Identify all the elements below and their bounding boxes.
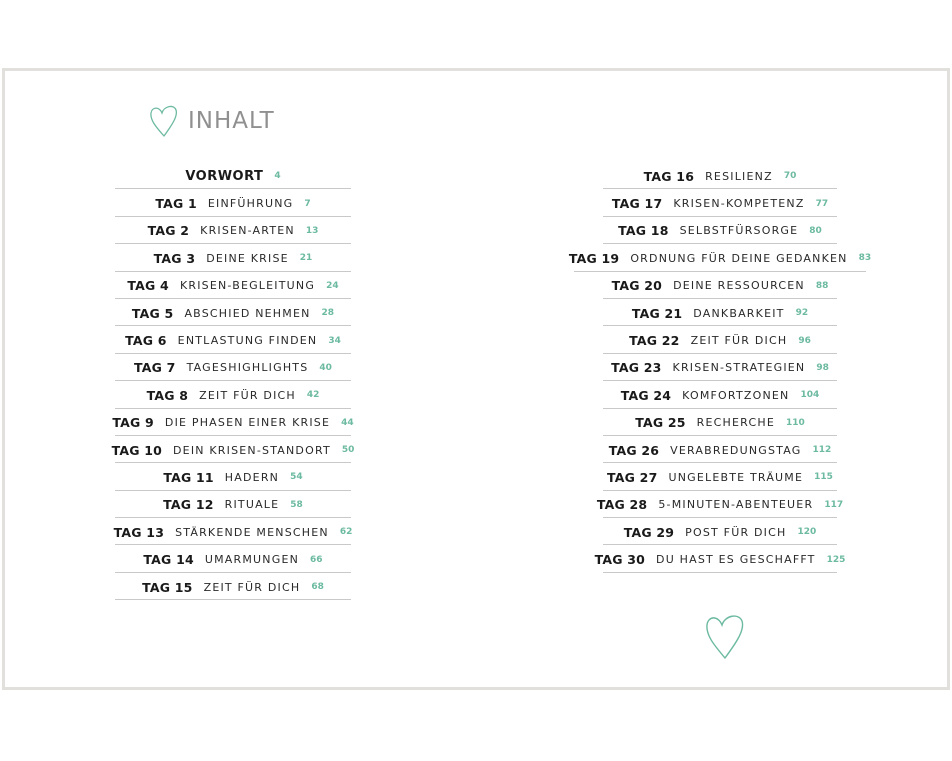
toc-column-left [111,162,355,600]
toc-entry-day: TAG 12 [163,497,214,513]
toc-entry-day: TAG 21 [631,305,683,321]
toc-entry [596,491,844,518]
toc-entry [115,299,351,326]
toc-entry-page-number: 40 [319,362,332,373]
toc-entry-page-number: 4 [274,171,281,182]
toc-entry [115,573,351,600]
toc-entry-title: ZEIT FÜR DICH [199,388,296,402]
toc-entry-title: ORDNUNG FÜR DEINE GEDANKEN [630,251,848,265]
heart-outline-icon [148,103,180,139]
toc-entry-title: ENTLASTUNG FINDEN [177,334,318,348]
toc-entry-day: TAG 15 [142,579,193,595]
toc-entry-day: TAG 27 [607,469,658,485]
toc-entry [115,217,351,244]
toc-entry-day: TAG 23 [611,360,662,376]
toc-entry [115,272,351,299]
toc-entry [603,272,837,299]
toc-entry-day: TAG 26 [608,442,660,458]
page-title: INHALT [188,107,275,134]
toc-entry-title: UMARMUNGEN [204,553,300,567]
toc-entry-day: TAG 10 [111,442,162,458]
toc-entry-page-number: 34 [328,335,341,346]
toc-entry [603,299,837,326]
toc-entry-day: TAG 13 [113,524,165,540]
toc-entry-title: DANKBARKEIT [693,306,785,320]
toc-entry-day: TAG 30 [594,552,646,568]
toc-entry [568,244,872,271]
toc-entry [603,189,837,216]
toc-entry-title: SELBSTFÜRSORGE [679,224,799,238]
toc-entry-page-number: 77 [815,198,829,209]
toc-entry-day: TAG 6 [125,333,167,349]
toc-entry [115,491,351,518]
toc-entry-page-number: 68 [311,582,324,593]
toc-entry-day: TAG 28 [596,497,648,513]
toc-entry [603,217,837,244]
toc-entry [594,545,846,572]
toc-entry-page-number: 44 [341,417,354,428]
toc-entry [603,354,837,381]
toc-entry [115,518,351,545]
toc-entry-page-number: 125 [826,554,846,565]
toc-entry-day: TAG 25 [635,415,686,431]
toc-entry-day: TAG 4 [127,278,169,294]
toc-entry-day: TAG 1 [155,196,197,212]
toc-entry-title: DU HAST ES GESCHAFFT [656,553,816,567]
toc-entry [603,409,837,436]
toc-entry-page-number: 58 [290,499,303,510]
toc-entry-page-number: 92 [795,308,809,319]
toc-entry-page-number: 98 [816,362,829,373]
toc-entry-day: TAG 24 [620,387,672,403]
toc-entry-page-number: 117 [824,499,844,510]
toc-entry-day: TAG 14 [143,552,194,568]
toc-entry [115,545,351,572]
toc-entry [111,436,355,463]
toc-entry [115,162,351,189]
toc-entry [112,409,354,436]
toc-entry-day: TAG 3 [153,250,196,266]
toc-entry-title: UNGELEBTE TRÄUME [668,470,804,484]
toc-entry-page-number: 104 [800,390,820,401]
toc-entry-page-number: 28 [321,308,335,319]
toc-entry [603,381,837,408]
toc-entry-title: DEINE RESSOURCEN [673,279,805,293]
toc-entry-title: RECHERCHE [696,416,775,430]
toc-entry-page-number: 24 [326,280,339,291]
toc-entry-day: TAG 5 [131,305,174,321]
toc-entry-title: POST FÜR DICH [685,525,787,539]
toc-entry-day: TAG 9 [112,415,154,431]
toc-entry-page-number: 66 [310,554,323,565]
toc-entry-page-number: 115 [814,472,833,483]
toc-entry-title: STÄRKENDE MENSCHEN [175,525,329,539]
toc-entry-page-number: 70 [783,171,797,182]
toc-entry-page-number: 112 [812,445,832,456]
toc-entry-page-number: 21 [299,253,313,264]
toc-entry-title: 5-MINUTEN-ABENTEUER [658,498,814,512]
toc-entry-title: DEINE KRISE [206,251,289,265]
toc-entry-day: TAG 17 [611,196,663,212]
toc-entry-page-number: 42 [306,390,320,401]
toc-entry-day: TAG 8 [146,387,189,403]
toc-entry-title: ZEIT FÜR DICH [203,580,301,594]
toc-entry-title: VERABREDUNGSTAG [670,443,802,457]
toc-entry [115,326,351,353]
toc-entry-title: KRISEN-BEGLEITUNG [179,279,316,293]
toc-entry-day: TAG 29 [623,524,675,540]
toc-entry-title: ZEIT FÜR DICH [690,334,788,348]
toc-entry [115,189,351,216]
toc-entry [603,518,837,545]
toc-entry-page-number: 96 [798,335,811,346]
toc-column-right [568,162,872,573]
toc-entry-page-number: 80 [809,225,822,236]
toc-entry [603,162,837,189]
toc-entry-day: TAG 16 [643,168,695,184]
heart-outline-icon [703,610,747,666]
toc-entry-title: EINFÜHRUNG [207,197,294,211]
toc-entry-page-number: 110 [785,417,805,428]
toc-entry-title: RITUALE [224,498,280,512]
toc-entry-title: ABSCHIED NEHMEN [184,306,311,320]
toc-entry-day: TAG 20 [611,278,663,294]
toc-entry-page-number: 13 [305,225,319,236]
toc-entry [603,436,837,463]
toc-entry-day: TAG 7 [134,360,176,376]
toc-entry-page-number: 7 [304,198,311,209]
toc-entry-title: RESILIENZ [705,169,773,183]
toc-entry-page-number: 62 [339,527,353,538]
toc-entry-title: DEIN KRISEN-STANDORT [173,443,331,457]
toc-entry-day: TAG 19 [568,250,620,266]
toc-entry [603,326,837,353]
toc-entry-day: VORWORT [185,168,264,184]
toc-entry [603,463,837,490]
toc-entry-day: TAG 22 [629,333,680,349]
toc-entry-title: DIE PHASEN EINER KRISE [164,416,331,430]
toc-entry-title: HADERN [224,470,280,484]
toc-entry-title: KRISEN-KOMPETENZ [673,197,805,211]
toc-entry-page-number: 54 [290,472,303,483]
toc-entry-title: KRISEN-ARTEN [200,224,295,238]
toc-header [148,103,275,139]
toc-entry-title: KRISEN-STRATEGIEN [672,361,806,375]
toc-entry-title: TAGESHIGHLIGHTS [186,361,309,375]
toc-entry-page-number: 120 [797,527,817,538]
toc-entry [115,244,351,271]
toc-entry-day: TAG 2 [147,223,190,239]
toc-entry-page-number: 50 [341,445,355,456]
toc-entry-day: TAG 11 [163,469,214,485]
toc-entry-day: TAG 18 [618,223,669,239]
toc-entry [115,463,351,490]
toc-entry-page-number: 83 [858,253,872,264]
toc-entry [115,381,351,408]
toc-entry-title: KOMFORTZONEN [682,388,790,402]
toc-entry [115,354,351,381]
toc-entry-page-number: 88 [815,280,829,291]
